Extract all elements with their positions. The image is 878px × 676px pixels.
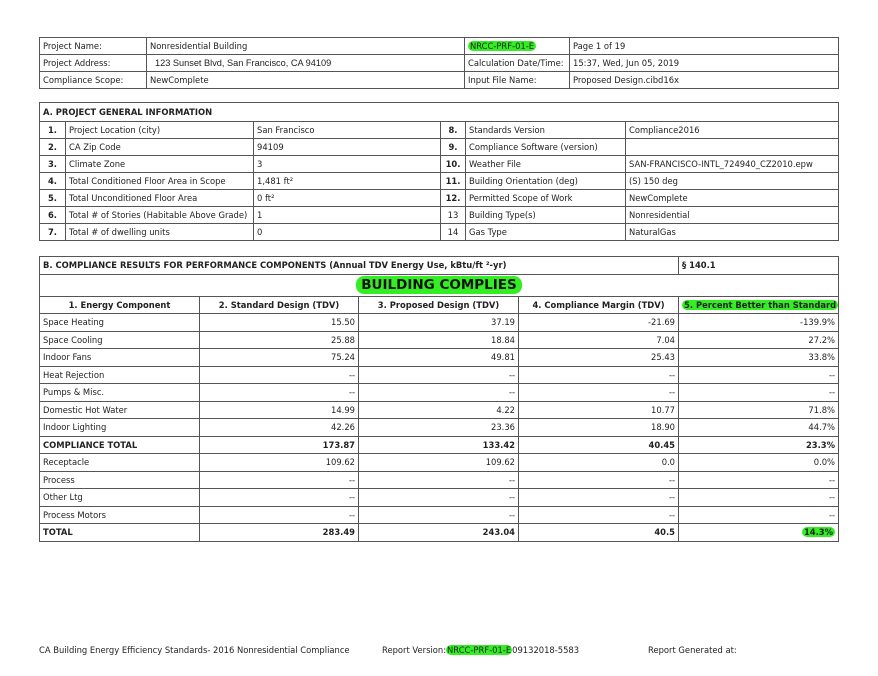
cell-percent: -- bbox=[679, 506, 839, 524]
section-a-title: A. PROJECT GENERAL INFORMATION bbox=[40, 103, 839, 122]
cell-proposed: 37.19 bbox=[359, 314, 519, 332]
results-row bbox=[40, 506, 839, 524]
page-indicator: Page 1 of 19 bbox=[570, 38, 839, 55]
item-label: Total Conditioned Floor Area in Scope bbox=[66, 173, 254, 190]
item-label: CA Zip Code bbox=[66, 139, 254, 156]
item-value: 1 bbox=[254, 207, 441, 224]
cell-margin: 40.5 bbox=[519, 524, 679, 542]
total-percent-highlight: 14.3% bbox=[803, 527, 834, 538]
results-row bbox=[40, 471, 839, 489]
cell-component: Heat Rejection bbox=[40, 366, 200, 384]
cell-standard: 14.99 bbox=[200, 401, 359, 419]
cell-margin: 10.77 bbox=[519, 401, 679, 419]
project-name-label: Project Name: bbox=[40, 38, 147, 55]
cell-margin: -- bbox=[519, 506, 679, 524]
col-header-margin: 4. Compliance Margin (TDV) bbox=[519, 296, 679, 314]
project-address-label: Project Address: bbox=[40, 55, 147, 72]
item-label: Compliance Software (version) bbox=[466, 139, 626, 156]
item-value: NewComplete bbox=[626, 190, 839, 207]
cell-proposed: 109.62 bbox=[359, 454, 519, 472]
item-label: Project Location (city) bbox=[66, 122, 254, 139]
cell-component: Indoor Lighting bbox=[40, 419, 200, 437]
cell-margin: 18.90 bbox=[519, 419, 679, 437]
cell-standard: -- bbox=[200, 471, 359, 489]
item-number: 7. bbox=[40, 224, 66, 241]
cell-standard: 283.49 bbox=[200, 524, 359, 542]
cell-component: Process Motors bbox=[40, 506, 200, 524]
cell-percent: -- bbox=[679, 471, 839, 489]
item-value bbox=[626, 139, 839, 156]
cell-margin: -21.69 bbox=[519, 314, 679, 332]
info-row bbox=[40, 224, 839, 241]
footer-report-generated: Report Generated at: bbox=[648, 645, 737, 655]
cell-component: Other Ltg bbox=[40, 489, 200, 507]
results-row bbox=[40, 401, 839, 419]
cell-margin: -- bbox=[519, 384, 679, 402]
header-table bbox=[39, 37, 839, 89]
cell-margin: 7.04 bbox=[519, 331, 679, 349]
item-value: San Francisco bbox=[254, 122, 441, 139]
item-label: Climate Zone bbox=[66, 156, 254, 173]
cell-component: Indoor Fans bbox=[40, 349, 200, 367]
form-code-highlight: NRCC-PRF-01-E bbox=[470, 41, 535, 51]
cell-proposed: 133.42 bbox=[359, 436, 519, 454]
item-value: (S) 150 deg bbox=[626, 173, 839, 190]
cell-standard: 42.26 bbox=[200, 419, 359, 437]
results-row bbox=[40, 436, 839, 454]
compliance-scope-label: Compliance Scope: bbox=[40, 72, 147, 89]
report-version-label: Report Version: bbox=[382, 645, 447, 655]
item-number: 5. bbox=[40, 190, 66, 207]
building-complies-badge: BUILDING COMPLIES bbox=[356, 276, 521, 294]
cell-percent: 23.3% bbox=[679, 436, 839, 454]
item-value: 0 bbox=[254, 224, 441, 241]
cell-margin: -- bbox=[519, 366, 679, 384]
results-row bbox=[40, 454, 839, 472]
footer-report-version bbox=[382, 645, 579, 655]
cell-component: Space Cooling bbox=[40, 331, 200, 349]
cell-component: TOTAL bbox=[40, 524, 200, 542]
results-row bbox=[40, 384, 839, 402]
cell-percent: 33.8% bbox=[679, 349, 839, 367]
item-number: 12. bbox=[441, 190, 466, 207]
cell-percent: -139.9% bbox=[679, 314, 839, 332]
item-label: Building Type(s) bbox=[466, 207, 626, 224]
cell-component: Space Heating bbox=[40, 314, 200, 332]
cell-component: Receptacle bbox=[40, 454, 200, 472]
cell-percent: 27.2% bbox=[679, 331, 839, 349]
cell-percent: -- bbox=[679, 384, 839, 402]
project-name: Nonresidential Building bbox=[147, 38, 465, 55]
item-number: 3. bbox=[40, 156, 66, 173]
cell-percent: -- bbox=[679, 366, 839, 384]
report-version-suffix: 09132018-5583 bbox=[512, 645, 580, 655]
col-header-component: 1. Energy Component bbox=[40, 296, 200, 314]
cell-margin: -- bbox=[519, 471, 679, 489]
cell-percent: 71.8% bbox=[679, 401, 839, 419]
item-number: 14 bbox=[441, 224, 466, 241]
cell-percent: -- bbox=[679, 489, 839, 507]
item-number: 9. bbox=[441, 139, 466, 156]
cell-component: Process bbox=[40, 471, 200, 489]
item-label: Total # of dwelling units bbox=[66, 224, 254, 241]
cell-percent bbox=[679, 524, 839, 542]
item-number: 1. bbox=[40, 122, 66, 139]
item-value: 0 ft² bbox=[254, 190, 441, 207]
info-row bbox=[40, 156, 839, 173]
cell-proposed: 49.81 bbox=[359, 349, 519, 367]
item-value: Compliance2016 bbox=[626, 122, 839, 139]
results-row bbox=[40, 331, 839, 349]
cell-standard: -- bbox=[200, 506, 359, 524]
cell-percent: 44.7% bbox=[679, 419, 839, 437]
item-label: Standards Version bbox=[466, 122, 626, 139]
cell-margin: -- bbox=[519, 489, 679, 507]
project-address: 123 Sunset Blvd, San Francisco, CA 94109 bbox=[147, 55, 465, 72]
cell-proposed: -- bbox=[359, 471, 519, 489]
col-header-percent: 5. Percent Better than Standard bbox=[684, 299, 837, 310]
header-row bbox=[40, 55, 839, 72]
cell-standard: -- bbox=[200, 489, 359, 507]
header-row bbox=[40, 72, 839, 89]
cell-proposed: -- bbox=[359, 489, 519, 507]
header-row bbox=[40, 38, 839, 55]
item-number: 10. bbox=[441, 156, 466, 173]
cell-component: COMPLIANCE TOTAL bbox=[40, 436, 200, 454]
item-value: Nonresidential bbox=[626, 207, 839, 224]
input-file: Proposed Design.cibd16x bbox=[570, 72, 839, 89]
cell-standard: -- bbox=[200, 366, 359, 384]
col-header-proposed: 3. Proposed Design (TDV) bbox=[359, 296, 519, 314]
cell-proposed: -- bbox=[359, 384, 519, 402]
cell-proposed: -- bbox=[359, 506, 519, 524]
section-b-title: B. COMPLIANCE RESULTS FOR PERFORMANCE COMPONENTS (Annual TDV Energy Use, kBtu/ft ²-yr) bbox=[40, 257, 679, 275]
item-number: 13 bbox=[441, 207, 466, 224]
item-number: 2. bbox=[40, 139, 66, 156]
item-number: 6. bbox=[40, 207, 66, 224]
item-value: 94109 bbox=[254, 139, 441, 156]
item-number: 4. bbox=[40, 173, 66, 190]
compliance-results-table bbox=[39, 256, 839, 542]
code-reference: § 140.1 bbox=[679, 257, 839, 275]
info-row bbox=[40, 207, 839, 224]
item-label: Permitted Scope of Work bbox=[466, 190, 626, 207]
results-row bbox=[40, 489, 839, 507]
cell-standard: 15.50 bbox=[200, 314, 359, 332]
cell-component: Domestic Hot Water bbox=[40, 401, 200, 419]
item-label: Gas Type bbox=[466, 224, 626, 241]
info-row bbox=[40, 190, 839, 207]
cell-proposed: 23.36 bbox=[359, 419, 519, 437]
cell-proposed: -- bbox=[359, 366, 519, 384]
item-value: 3 bbox=[254, 156, 441, 173]
report-version-code: NRCC-PRF-01-E bbox=[447, 645, 512, 655]
cell-standard: -- bbox=[200, 384, 359, 402]
cell-standard: 109.62 bbox=[200, 454, 359, 472]
item-label: Building Orientation (deg) bbox=[466, 173, 626, 190]
cell-margin: 0.0 bbox=[519, 454, 679, 472]
cell-proposed: 4.22 bbox=[359, 401, 519, 419]
item-value: SAN-FRANCISCO-INTL_724940_CZ2010.epw bbox=[626, 156, 839, 173]
cell-percent: 0.0% bbox=[679, 454, 839, 472]
calc-datetime-label: Calculation Date/Time: bbox=[465, 55, 570, 72]
compliance-scope: NewComplete bbox=[147, 72, 465, 89]
item-label: Total Unconditioned Floor Area bbox=[66, 190, 254, 207]
info-row bbox=[40, 122, 839, 139]
cell-proposed: 18.84 bbox=[359, 331, 519, 349]
col-header-standard: 2. Standard Design (TDV) bbox=[200, 296, 359, 314]
input-file-label: Input File Name: bbox=[465, 72, 570, 89]
cell-standard: 173.87 bbox=[200, 436, 359, 454]
footer-standards: CA Building Energy Efficiency Standards- 2016 Nonresidential Compliance bbox=[39, 645, 350, 655]
cell-standard: 75.24 bbox=[200, 349, 359, 367]
cell-margin: 40.45 bbox=[519, 436, 679, 454]
item-value: 1,481 ft² bbox=[254, 173, 441, 190]
item-number: 8. bbox=[441, 122, 466, 139]
results-row bbox=[40, 419, 839, 437]
info-row bbox=[40, 173, 839, 190]
item-number: 11. bbox=[441, 173, 466, 190]
info-row bbox=[40, 139, 839, 156]
calc-datetime: 15:37, Wed, Jun 05, 2019 bbox=[570, 55, 839, 72]
item-label: Total # of Stories (Habitable Above Grade) bbox=[66, 207, 254, 224]
cell-proposed: 243.04 bbox=[359, 524, 519, 542]
results-row bbox=[40, 314, 839, 332]
results-row bbox=[40, 366, 839, 384]
item-value: NaturalGas bbox=[626, 224, 839, 241]
cell-margin: 25.43 bbox=[519, 349, 679, 367]
item-label: Weather File bbox=[466, 156, 626, 173]
cell-standard: 25.88 bbox=[200, 331, 359, 349]
results-row bbox=[40, 524, 839, 542]
cell-component: Pumps & Misc. bbox=[40, 384, 200, 402]
results-row bbox=[40, 349, 839, 367]
project-general-info-table bbox=[39, 102, 839, 241]
